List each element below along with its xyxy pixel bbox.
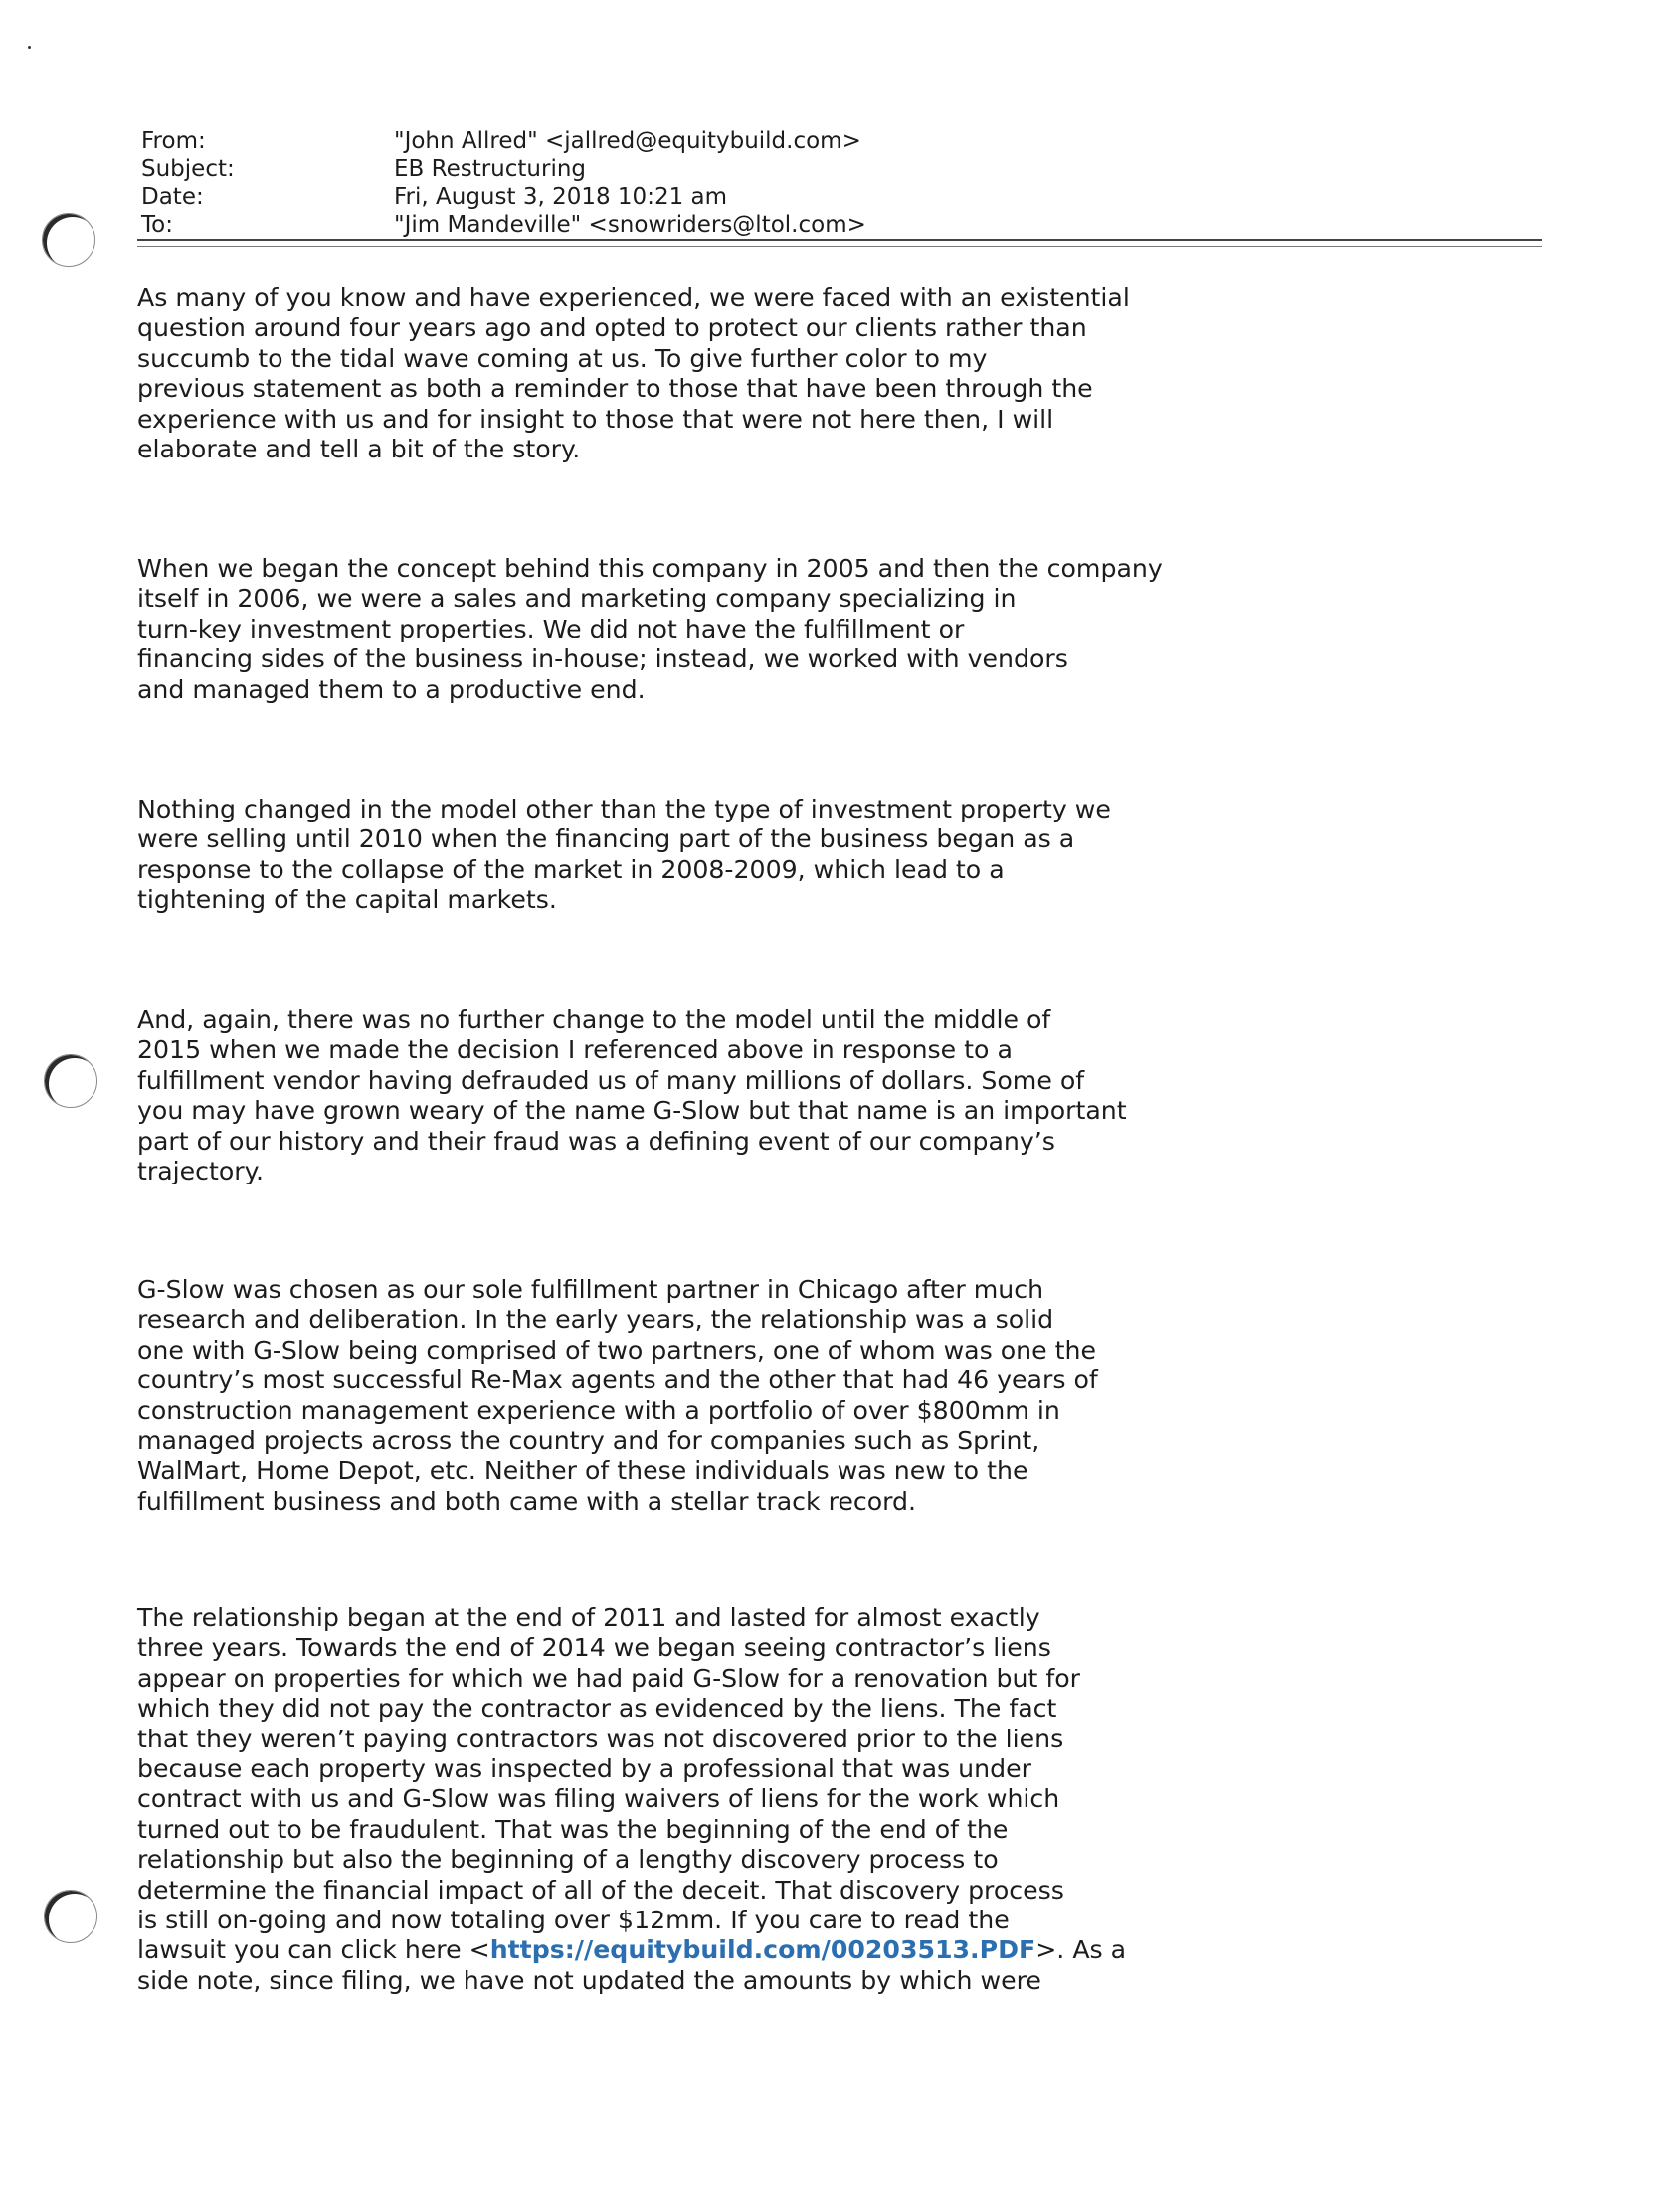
subject-value: EB Restructuring [394, 156, 587, 182]
subject-label: Subject: [141, 156, 235, 182]
paragraph-company-origin: When we began the concept behind this company in 2005 and then the company itself in 2006, we were a sales and marketing company specializing in turn-key investment properties. We did not have the fulfillment or financing sides of the business in-house; instead, we worked with vendors and managed them to a productive end. [137, 554, 1163, 704]
subject-row [139, 155, 1532, 183]
paragraph-fraud-event: And, again, there was no further change to the model until the middle of 2015 when we made the decision I referenced above in response to a fulfillment vendor having defrauded us of many millions of dollars. Some of you may have grown weary of the name G-Slow but that name is an important part of our history and their fraud was a defining event of our company’s trajectory. [137, 1005, 1127, 1186]
email-header [139, 127, 1532, 239]
relationship-text: The relationship began at the end of 2011 and lasted for almost exactly three years. Towards the end of 2014 we began seeing contractor’s liens appear on properties for which we had paid G-Slow for a renovation but for which they did not pay the contractor as evidenced by the liens. The fact that they weren’t paying contractors was not discovered prior to the liens because each property was inspected by a professional that was under contract with us and G-Slow was filing waivers of liens for the work which turned out to be fraudulent. That was the beginning of the end of the relationship but also the beginning of a lengthy discovery process to determine the financial impact of all of the deceit. That discovery process is still on-going and now totaling over $12mm. If you care to read the lawsuit you can click here < [137, 1603, 1080, 1965]
header-divider [137, 239, 1542, 241]
paragraph-financing: Nothing changed in the model other than the type of investment property we were selling until 2010 when the financing part of the business began as a response to the collapse of the market in 2008-2009, which lead to a tightening of the capital markets. [137, 795, 1111, 915]
from-label: From: [141, 128, 206, 154]
paragraph-gslow-partner: G-Slow was chosen as our sole fulfillment partner in Chicago after much research and deliberation. In the early years, the relationship was a solid one with G-Slow being comprised of two partners, one of whom was one the country’s most successful Re-Max agents and the other that had 46 years of construction management experience with a portfolio of over $800mm in managed projects across the country and for companies such as Sprint, WalMart, Home Depot, etc. Neither of these individuals was new to the fulfillment business and both came with a stellar track record. [137, 1275, 1098, 1516]
from-row [139, 127, 1532, 155]
paragraph-intro: As many of you know and have experienced, we were faced with an existential question around four years ago and opted to protect our clients rather than succumb to the tidal wave coming at us. To give further color to my previous statement as both a reminder to those that have been through the experience with us and for insight to those that were not here then, I will elaborate and tell a bit of the story. [137, 283, 1130, 464]
relationship-text-end: >. As a side note, since filing, we have not updated the amounts by which were [137, 1935, 1127, 1995]
date-label: Date: [141, 184, 204, 210]
scan-speck [28, 46, 31, 49]
date-value: Fri, August 3, 2018 10:21 am [394, 184, 728, 210]
to-value: "Jim Mandeville" <snowriders@ltol.com> [394, 212, 866, 238]
to-row [139, 211, 1532, 239]
header-divider-secondary [137, 246, 1542, 247]
hole-punch-mark [42, 213, 95, 267]
hole-punch-mark [44, 1890, 97, 1943]
lawsuit-link[interactable]: https://equitybuild.com/00203513.PDF [489, 1935, 1036, 1965]
hole-punch-mark [44, 1054, 97, 1108]
to-label: To: [141, 212, 173, 238]
date-row [139, 183, 1532, 211]
from-value: "John Allred" <jallred@equitybuild.com> [394, 128, 861, 154]
paragraph-relationship [137, 1603, 1192, 1996]
